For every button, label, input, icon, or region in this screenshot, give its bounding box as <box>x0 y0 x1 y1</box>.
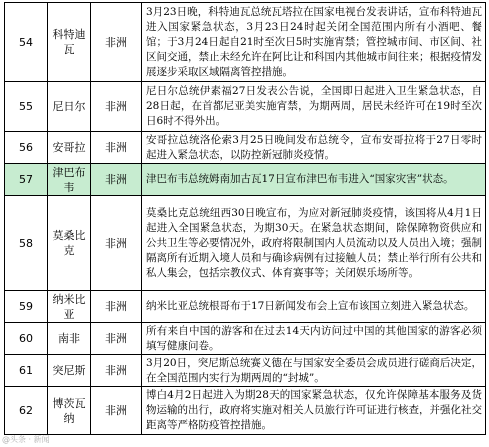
table-row <box>5 3 486 82</box>
country-name: 南非 <box>48 323 91 355</box>
table-row <box>5 164 486 196</box>
country-name: 突尼斯 <box>48 355 91 387</box>
region-name: 非洲 <box>91 196 142 291</box>
measure-description: 3月23日晚，科特迪瓦总统瓦塔拉在国家电视台发表讲话，宣布科特迪瓦进入国家紧急状态，3月23日24时起关闭全国范围内所有小酒吧、餐馆；于3月24日起自21时至次日5时实施宵禁；管控城市间、市区间、社区间交通，禁止未经允许在阿比让和科国内其他城市间往来；根据疫情发展逐步采取区域隔离管控措施。 <box>142 3 486 82</box>
table-row <box>5 355 486 387</box>
country-name: 莫桑比克 <box>48 196 91 291</box>
table-row <box>5 291 486 323</box>
watermark: @头条 · 新闻 <box>2 435 50 444</box>
region-name: 非洲 <box>91 3 142 82</box>
measure-description: 尼日尔总统伊素福27日发表公告说，全国即日起进入卫生紧急状态，自28日起，在首都尼亚美实施宵禁，为期两周，居民未经许可在19时至次日6时不得外出。 <box>142 82 486 132</box>
table-row <box>5 196 486 291</box>
measure-description: 安哥拉总统洛伦索3月25日晚间发布总统令，宣布安哥拉将于27日零时起进入紧急状态，以防控新冠肺炎疫情。 <box>142 132 486 164</box>
measure-description: 3月20日，突尼斯总统赛义德在与国家安全委员会成员进行磋商后决定，在全国范围内实行为期两周的“封城”。 <box>142 355 486 387</box>
table-body <box>5 3 486 435</box>
country-measures-table <box>4 2 486 435</box>
region-name: 非洲 <box>91 132 142 164</box>
measure-description: 莫桑比克总统纽西30日晚宣布，为应对新冠肺炎疫情，该国将从4月1日起进入全国紧急状态，为期30天。在紧急状态期间，除保障物资供应和公共卫生等必要情况外，政府将限制国内人员流动以及人员出入境；强制隔离所有近期入境人员和与确诊病例有过接触人员；禁止举行所有公共和私人集会，包括宗教仪式、体育赛事等；关闭娱乐场所等。 <box>142 196 486 291</box>
table-row <box>5 387 486 435</box>
row-number: 56 <box>5 132 48 164</box>
table-row <box>5 132 486 164</box>
row-number: 55 <box>5 82 48 132</box>
row-number: 60 <box>5 323 48 355</box>
region-name: 非洲 <box>91 355 142 387</box>
row-number: 62 <box>5 387 48 435</box>
table-row <box>5 82 486 132</box>
country-name: 博茨瓦纳 <box>48 387 91 435</box>
row-number: 59 <box>5 291 48 323</box>
region-name: 非洲 <box>91 164 142 196</box>
measure-description: 纳米比亚总统根哥布于17日新闻发布会上宣布该国立刻进入紧急状态。 <box>142 291 486 323</box>
row-number: 61 <box>5 355 48 387</box>
country-name: 安哥拉 <box>48 132 91 164</box>
region-name: 非洲 <box>91 323 142 355</box>
measure-description: 博白4月2日起进入为期28天的国家紧急状态，仅允许保障基本服务及货物运输的出行，政府将实施对相关人员旅行许可证进行核查，并强化社交距离等严格防疫管控措施。 <box>142 387 486 435</box>
region-name: 非洲 <box>91 82 142 132</box>
row-number: 58 <box>5 196 48 291</box>
country-name: 纳米比亚 <box>48 291 91 323</box>
measure-description: 津巴布韦总统姆南加古瓦17日宣布津巴布韦进入“国家灾害”状态。 <box>142 164 486 196</box>
country-name: 科特迪瓦 <box>48 3 91 82</box>
table-row <box>5 323 486 355</box>
region-name: 非洲 <box>91 291 142 323</box>
country-name: 尼日尔 <box>48 82 91 132</box>
region-name: 非洲 <box>91 387 142 435</box>
country-name: 津巴布韦 <box>48 164 91 196</box>
row-number: 54 <box>5 3 48 82</box>
row-number: 57 <box>5 164 48 196</box>
measure-description: 所有来自中国的游客和在过去14天内访问过中国的其他国家的游客必须填写健康问卷。 <box>142 323 486 355</box>
